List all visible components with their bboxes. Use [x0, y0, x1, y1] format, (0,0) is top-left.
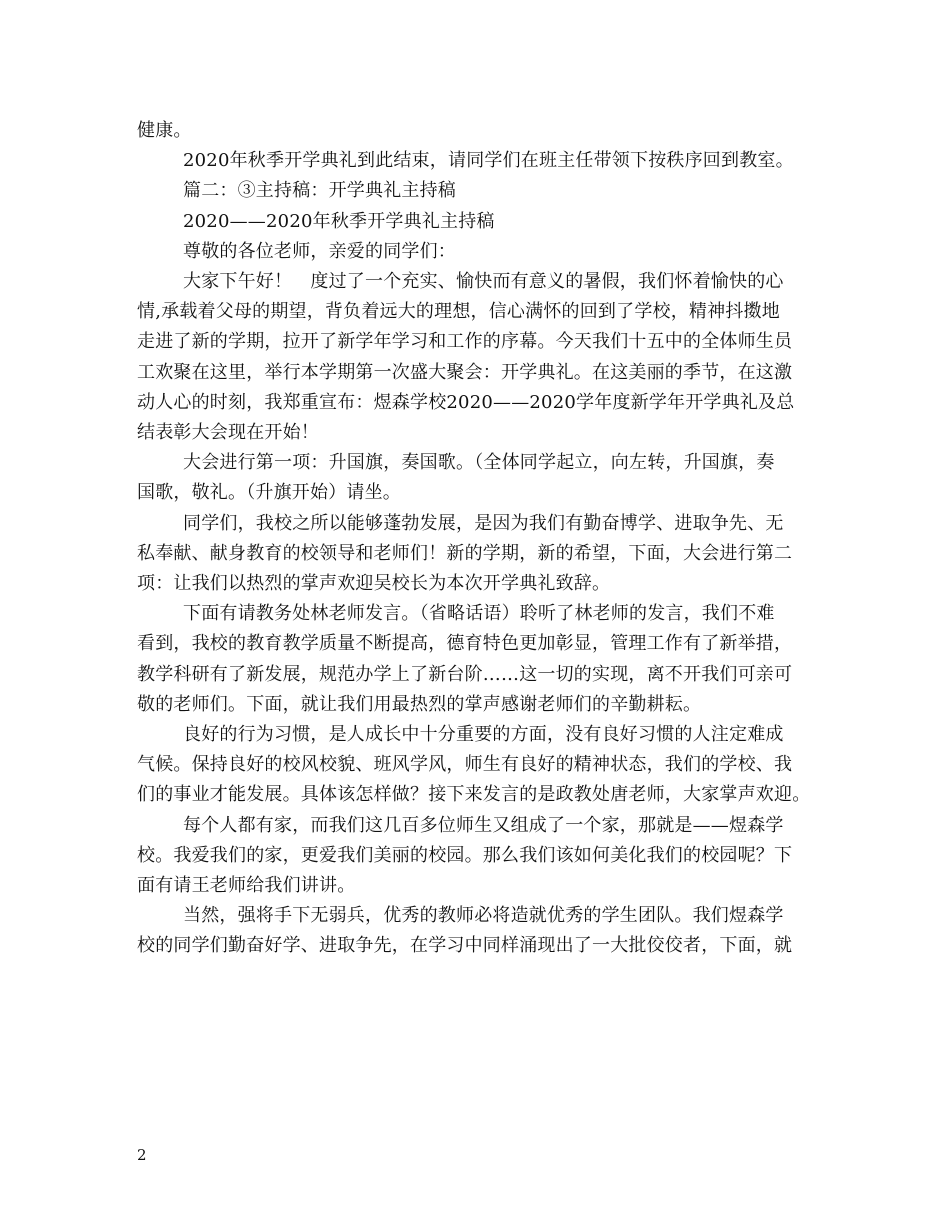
text-line: 结表彰大会现在开始！ — [137, 422, 319, 444]
text-line: 私奉献、献身教育的校领导和老师们！新的学期，新的希望，下面，大会进行第二 — [137, 542, 793, 564]
text-line: 大会进行第一项：升国旗，奏国歌。（全体同学起立，向左转，升国旗，奏 — [183, 452, 775, 474]
text-line: 走进了新的学期，拉开了新学年学习和工作的序幕。今天我们十五中的全体师生员 — [137, 331, 793, 353]
text-line: 校。我爱我们的家，更爱我们美丽的校园。那么我们该如何美化我们的校园呢？下 — [137, 844, 793, 866]
text-line: 情,承载着父母的期望，背负着远大的理想，信心满怀的回到了学校，精神抖擞地 — [137, 301, 780, 323]
text-line: 气候。保持良好的校风校貌、班风学风，师生有良好的精神状态，我们的学校、我 — [137, 754, 793, 776]
text-line: 国歌，敬礼。（升旗开始）请坐。 — [137, 482, 401, 504]
text-line: 2020年秋季开学典礼到此结束，请同学们在班主任带领下按秩序回到教室。 — [183, 150, 794, 172]
text-line: 良好的行为习惯，是人成长中十分重要的方面，没有良好习惯的人注定难成 — [183, 724, 784, 746]
text-line: 动人心的时刻，我郑重宣布：煜森学校2020——2020学年度新学年开学典礼及总 — [137, 391, 795, 413]
text-line: 下面有请教务处林老师发言。（省略话语）聆听了林老师的发言，我们不难 — [183, 603, 775, 625]
page-number: 2 — [137, 1146, 147, 1164]
text-line: 健康。 — [137, 120, 192, 141]
section-title: 2020——2020年秋季开学典礼主持稿 — [183, 210, 495, 232]
document-body — [137, 116, 827, 962]
text-line: 同学们，我校之所以能够蓬勃发展，是因为我们有勤奋博学、进取争先、无 — [183, 512, 784, 534]
text-line: 当然，强将手下无弱兵，优秀的教师必将造就优秀的学生团队。我们煜森学 — [183, 905, 784, 927]
greeting-line: 尊敬的各位老师，亲爱的同学们： — [183, 240, 456, 262]
section-heading: 篇二：③主持稿：开学典礼主持稿 — [183, 180, 456, 202]
text-line: 大家下午好！ 度过了一个充实、愉快而有意义的暑假，我们怀着愉快的心 — [183, 271, 784, 293]
text-line: 敬的老师们。下面，就让我们用最热烈的掌声感谢老师们的辛勤耕耘。 — [137, 693, 702, 715]
text-line: 校的同学们勤奋好学、进取争先，在学习中同样涌现出了一大批佼佼者，下面，就 — [137, 935, 793, 957]
text-line: 看到，我校的教育教学质量不断提高，德育特色更加彰显，管理工作有了新举措， — [137, 633, 793, 655]
text-line: 项：让我们以热烈的掌声欢迎吴校长为本次开学典礼致辞。 — [137, 573, 611, 595]
text-line: 每个人都有家，而我们这几百多位师生又组成了一个家，那就是——煜森学 — [183, 814, 784, 836]
text-line: 教学科研有了新发展，规范办学上了新台阶……这一切的实现，离不开我们可亲可 — [137, 663, 793, 685]
text-line: 们的事业才能发展。具体该怎样做？接下来发言的是政教处唐老师，大家掌声欢迎。 — [137, 784, 811, 806]
text-line: 面有请王老师给我们讲讲。 — [137, 875, 356, 897]
text-line: 工欢聚在这里，举行本学期第一次盛大聚会：开学典礼。在这美丽的季节，在这激 — [137, 361, 793, 383]
